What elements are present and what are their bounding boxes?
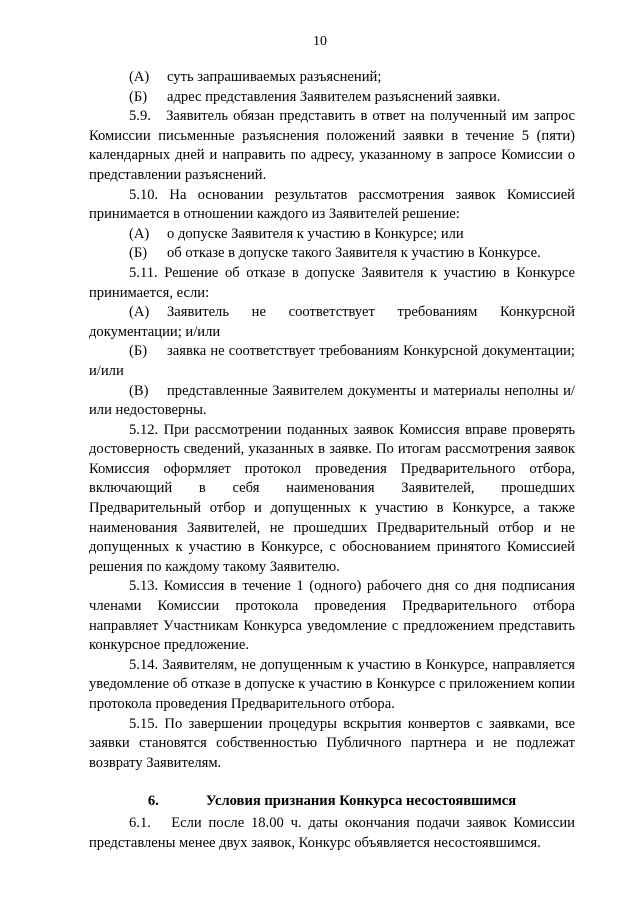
list-item xyxy=(89,342,575,381)
paragraph-5-9: 5.9. Заявитель обязан представить в ответ на полученный им запрос Комиссии письменные разъяснения положений заявки в течение 5 (пяти) календарных дней и направить по адресу, указанному в запросе Комиссии о представлении разъяснений. xyxy=(89,108,575,183)
list-item-text: заявка не соответствует требованиям Конкурсной документации; и/или xyxy=(89,343,575,379)
list-marker: (Б) xyxy=(129,245,148,262)
section-number: 6. xyxy=(147,793,159,810)
paragraph-5-14: 5.14. Заявителям, не допущенным к участию в Конкурсе, направляется уведомление об отказе в допуске к участию в Конкурсе с приложением копии протокола проведения Предварительного отбора. xyxy=(89,656,575,712)
paragraph-6-1: 6.1. Если после 18.00 ч. даты окончания подачи заявок Комиссии представлены менее двух заявок, Конкурс объявляется несостоявшимся. xyxy=(89,814,575,851)
list-item xyxy=(89,225,575,245)
list-item-text: представленные Заявителем документы и материалы неполны и/или недостоверны. xyxy=(89,382,575,419)
list-item xyxy=(89,68,575,88)
list-marker: (В) xyxy=(129,382,149,399)
paragraph-5-12: 5.12. При рассмотрении поданных заявок Комиссия вправе проверять достоверность сведений, указанных в заявке. По итогам рассмотрения заявок Комиссия оформляет протокол проведения Предварительного отбора, включающий в себя наименования Заявителей, прошедших Предварительный отбор и допущенных к участию в Конкурсе, а также наименования Заявителей, не прошедших Предварительный отбор и не допущенных к участию в Конкурсе, с обоснованием принятого Комиссией решения по каждому такому Заявителю. xyxy=(89,421,575,575)
list-item xyxy=(89,382,575,421)
page-number: 10 xyxy=(313,34,327,49)
section-title: Условия признания Конкурса несостоявшимся xyxy=(205,793,517,810)
paragraph-5-15: 5.15. По завершении процедуры вскрытия конвертов с заявками, все заявки становятся собственностью Публичного партнера и не подлежат возврату Заявителям. xyxy=(89,715,575,771)
paragraph-5-11: 5.11. Решение об отказе в допуске Заявителя к участию в Конкурсе принимается, если: xyxy=(89,264,575,301)
list-marker: (А) xyxy=(129,225,150,242)
list-item xyxy=(89,88,575,108)
list-item xyxy=(89,303,575,342)
list-item-text: суть запрашиваемых разъяснений; xyxy=(167,69,382,85)
list-item-text: о допуске Заявителя к участию в Конкурсе; или xyxy=(167,225,464,242)
list-item xyxy=(89,244,575,264)
section-heading xyxy=(89,792,575,812)
list-marker: (Б) xyxy=(129,343,148,360)
document-body xyxy=(89,68,575,853)
list-item-text: об отказе в допуске такого Заявителя к участию в Конкурсе. xyxy=(167,245,541,262)
list-item-text: Заявитель не соответствует требованиям Конкурсной документации; и/или xyxy=(89,304,575,340)
paragraph-5-10: 5.10. На основании результатов рассмотрения заявок Комиссией принимается в отношении каждого из Заявителей решение: xyxy=(89,186,575,223)
list-marker: (Б) xyxy=(129,88,148,105)
list-marker: (А) xyxy=(129,304,150,321)
list-item-text: адрес представления Заявителем разъяснений заявки. xyxy=(167,88,501,105)
list-marker: (А) xyxy=(129,69,150,85)
paragraph-5-13: 5.13. Комиссия в течение 1 (одного) рабочего дня со дня подписания членами Комиссии протокола проведения Предварительного отбора направляет Участникам Конкурса уведомление с предложением представить конкурсное предложение. xyxy=(89,578,575,654)
